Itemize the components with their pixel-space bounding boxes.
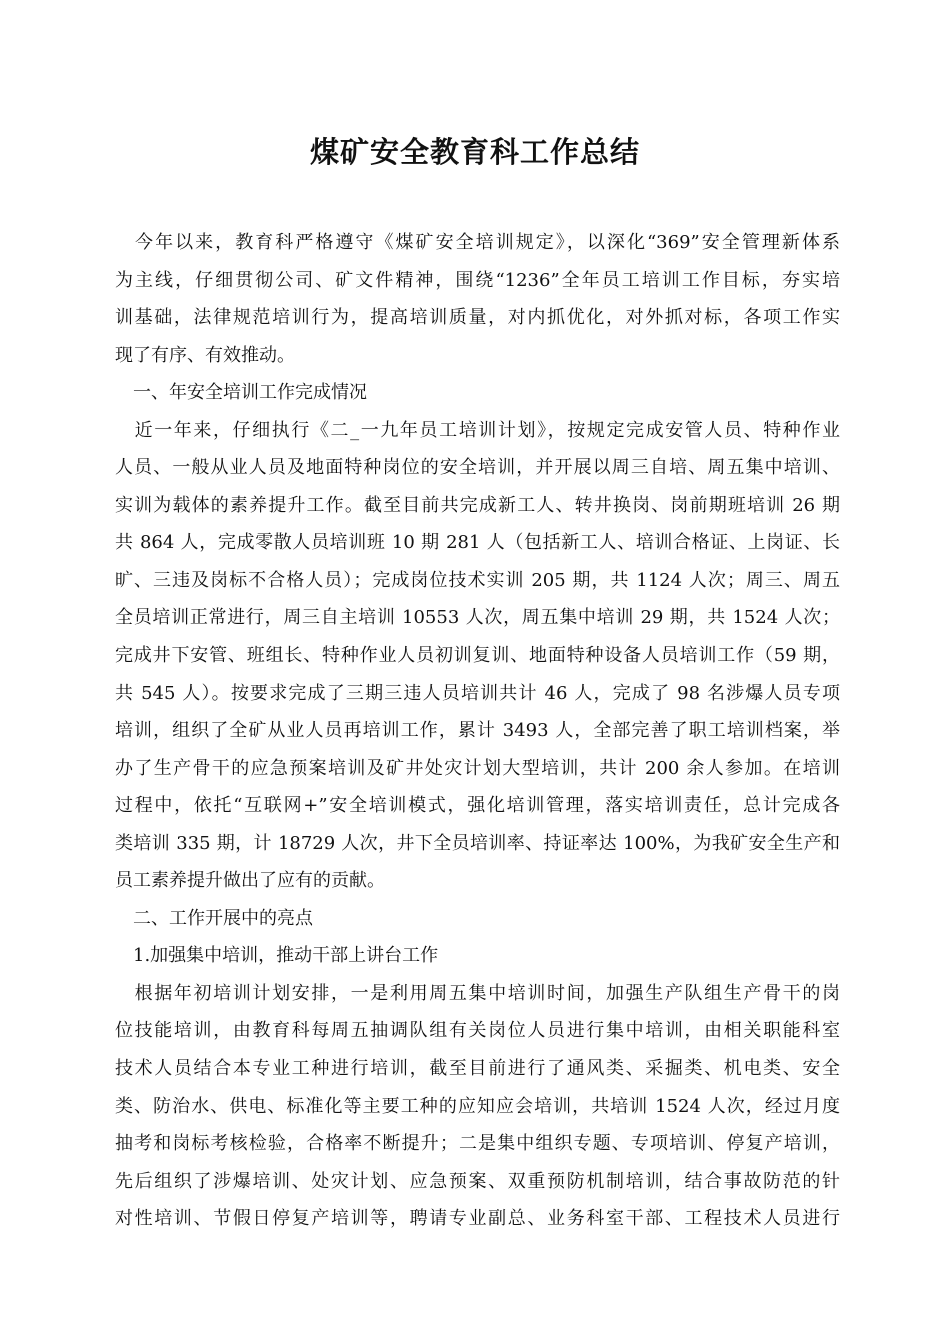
text-line: 近一年来，仔细执行《二_一九年员工培训计划》，按规定完成安管人员、特种作业: [115, 419, 840, 441]
text-line: 先后组织了涉爆培训、处灾计划、应急预案、双重预防机制培训，结合事故防范的针: [115, 1170, 840, 1192]
section-heading: 1.加强集中培训，推动干部上讲台工作: [115, 945, 439, 967]
text-line: 现了有序、有效推动。: [115, 344, 295, 366]
text-line: 对性培训、节假日停复产培训等，聘请专业副总、业务科室干部、工程技术人员进行: [115, 1208, 840, 1230]
text-line: 抽考和岗标考核检验，合格率不断提升；二是集中组织专题、专项培训、停复产培训，: [115, 1133, 840, 1155]
text-line: 今年以来，教育科严格遵守《煤矿安全培训规定》，以深化“369”安全管理新体系: [115, 232, 840, 253]
text-line: 共 545 人）。按要求完成了三期三违人员培训共计 46 人，完成了 98 名涉爆人员专项: [115, 682, 840, 704]
text-line: 员工素养提升做出了应有的贡献。: [115, 870, 385, 892]
document-body: [115, 224, 840, 1238]
text-line: 培训，组织了全矿从业人员再培训工作，累计 3493 人，全部完善了职工培训档案，举: [115, 720, 840, 742]
text-line: 办了生产骨干的应急预案培训及矿井处灾计划大型培训，共计 200 余人参加。在培训: [115, 757, 840, 779]
text-line: 为主线，仔细贯彻公司、矿文件精神，围绕“1236”全年员工培训工作目标，夯实培: [115, 269, 840, 291]
text-line: 人员、一般从业人员及地面特种岗位的安全培训，并开展以周三自培、周五集中培训、: [115, 457, 840, 479]
text-line: 类培训 335 期，计 18729 人次，井下全员培训率、持证率达 100%，为我矿安全生产和: [115, 832, 840, 854]
text-line: 位技能培训，由教育科每周五抽调队组有关岗位人员进行集中培训，由相关职能科室: [115, 1020, 840, 1042]
text-line: 技术人员结合本专业工种进行培训，截至目前进行了通风类、采掘类、机电类、安全: [115, 1058, 840, 1080]
page-title: 煤矿安全教育科工作总结: [309, 135, 640, 169]
text-line: 根据年初培训计划安排，一是利用周五集中培训时间，加强生产队组生产骨干的岗: [115, 982, 840, 1004]
text-line: 完成井下安管、班组长、特种作业人员初训复训、地面特种设备人员培训工作（59 期，: [115, 645, 840, 667]
text-line: 旷、三违及岗标不合格人员）；完成岗位技术实训 205 期，共 1124 人次；周三、周五: [115, 569, 840, 591]
text-line: 共 864 人，完成零散人员培训班 10 期 281 人（包括新工人、培训合格证、上岗证、长: [115, 532, 840, 554]
text-line: 类、防治水、供电、标准化等主要工种的应知应会培训，共培训 1524 人次，经过月度: [115, 1095, 840, 1117]
text-line: 实训为载体的素养提升工作。截至目前共完成新工人、转井换岗、岗前期班培训 26 期: [115, 494, 840, 516]
section-heading: 一、年安全培训工作完成情况: [115, 382, 367, 404]
text-line: 全员培训正常进行，周三自主培训 10553 人次，周五集中培训 29 期，共 1524 人次；: [115, 607, 840, 629]
text-line: 训基础，法律规范培训行为，提高培训质量，对内抓优化，对外抓对标，各项工作实: [115, 307, 840, 329]
text-line: 过程中，依托“互联网+”安全培训模式，强化培训管理，落实培训责任，总计完成各: [115, 795, 840, 817]
section-heading: 二、工作开展中的亮点: [115, 907, 313, 929]
